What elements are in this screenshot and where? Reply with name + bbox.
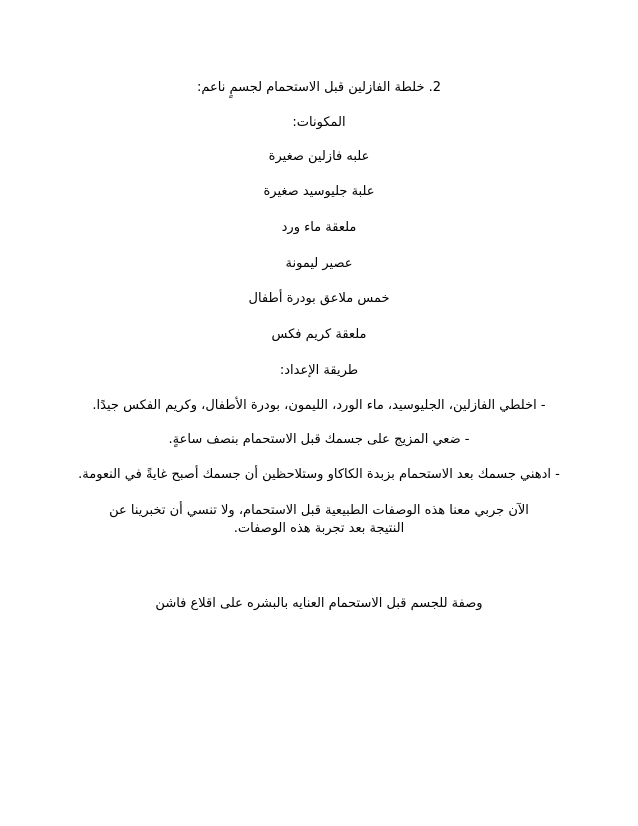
preparation-step: - اخلطي الفازلين، الجليوسيد، ماء الورد، الليمون، بودرة الأطفال، وكريم الفكس جيدًا. xyxy=(92,398,546,413)
preparation-step: - ضعي المزيج على جسمك قبل الاستحمام بنصف ساعةٍ. xyxy=(168,432,470,447)
ingredients-heading: المكونات: xyxy=(292,115,346,130)
preparation-heading: طريقة الإعداد: xyxy=(279,363,359,378)
preparation-step: - ادهني جسمك بعد الاستحمام بزبدة الكاكاو وستلاحظين أن جسمك أصبح غايةً في النعومة. xyxy=(78,467,560,482)
ingredient-item: عصير ليمونة xyxy=(285,256,353,271)
closing-paragraph: الآن جربي معنا هذه الوصفات الطبيعية قبل الاستحمام، ولا تنسي أن تخبرينا عن النتيجة بعد تجربة هذه الوصفات. xyxy=(109,503,529,536)
ingredient-item: علبه فازلين صغيرة xyxy=(268,149,370,164)
footer-caption: وصفة للجسم قبل الاستحمام العنايه بالبشره على اقلاع فاشن xyxy=(155,596,483,611)
ingredient-item: خمس ملاعق بودرة أطفال xyxy=(248,291,390,306)
ingredient-item: ملعقة ماء ورد xyxy=(281,220,357,235)
ingredient-item: ملعقة كريم فكس xyxy=(271,327,367,342)
ingredient-item: علبة جليوسيد صغيرة xyxy=(263,184,375,199)
recipe-title: 2. خلطة الفازلين قبل الاستحمام لجسمٍ ناعم: xyxy=(196,80,442,95)
